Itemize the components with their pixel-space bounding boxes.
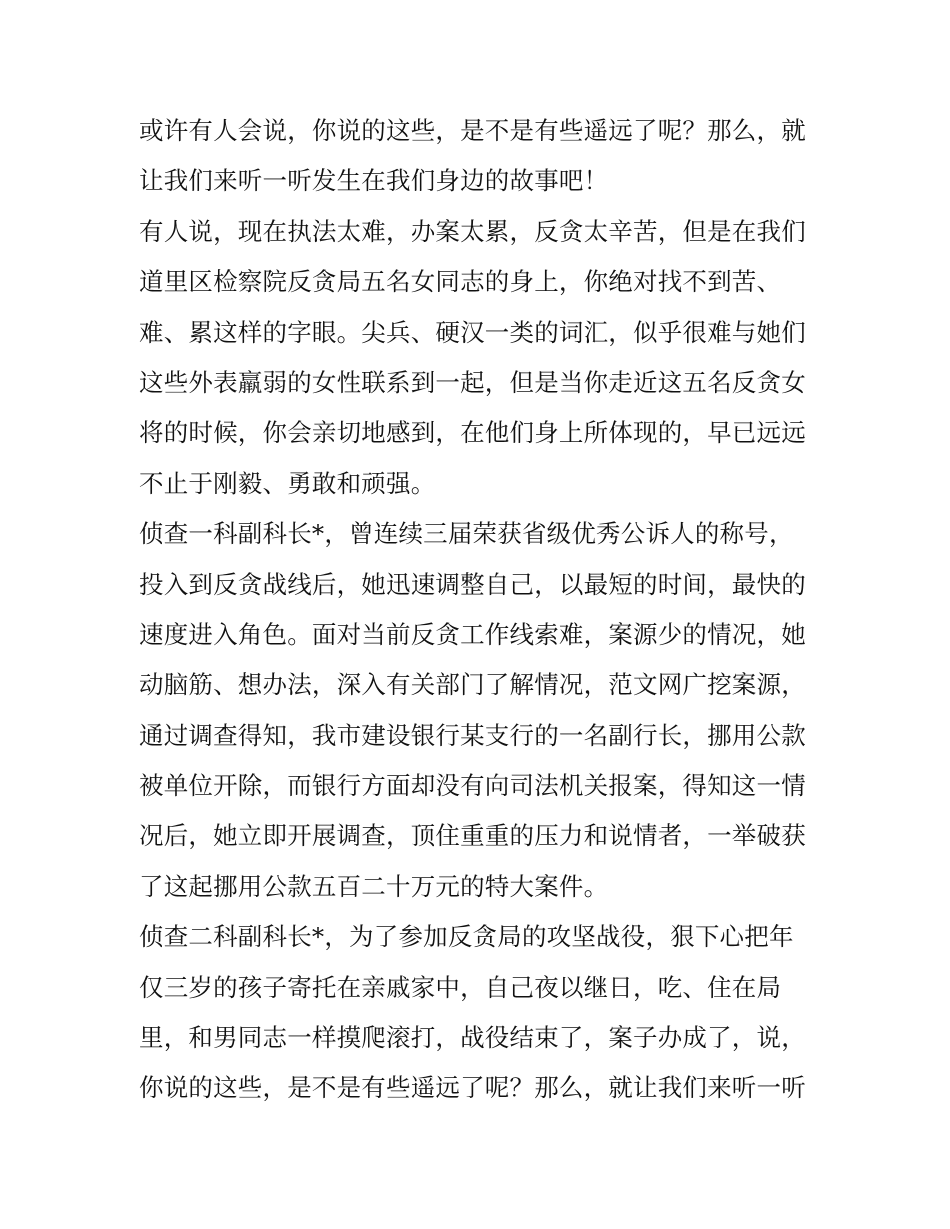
text-line: 侦查二科副科长*，为了参加反贪局的攻坚战役，狠下心把年: [139, 922, 794, 952]
text-line: 将的时候，你会亲切地感到，在他们身上所体现的，早已远远: [139, 418, 806, 448]
text-line: 不止于刚毅、勇敢和顽强。: [139, 468, 436, 498]
text-line: 有人说，现在执法太难，办案太累，反贪太辛苦，但是在我们: [139, 216, 806, 246]
text-line: 或许有人会说，你说的这些，是不是有些遥远了呢？那么，就: [139, 116, 806, 145]
text-line: 仅三岁的孩子寄托在亲戚家中，自己夜以继日，吃、住在局: [139, 972, 782, 1002]
text-line: 速度进入角色。面对当前反贪工作线索难，案源少的情况，她: [139, 619, 806, 649]
text-line: 里，和男同志一样摸爬滚打，战役结束了，案子办成了，说，: [139, 1023, 806, 1053]
text-line: 况后，她立即开展调查，顶住重重的压力和说情者，一举破获: [139, 821, 806, 851]
text-line: 难、累这样的字眼。尖兵、硬汉一类的词汇，似乎很难与她们: [139, 317, 806, 347]
text-line: 被单位开除，而银行方面却没有向司法机关报案，得知这一情: [139, 771, 806, 801]
text-line: 这些外表羸弱的女性联系到一起，但是当你走近这五名反贪女: [139, 367, 806, 397]
text-line: 侦查一科副科长*，曾连续三届荣获省级优秀公诉人的称号，: [139, 519, 794, 549]
text-line: 动脑筋、想办法，深入有关部门了解情况，范文网广挖案源，: [139, 670, 806, 700]
text-line: 了这起挪用公款五百二十万元的特大案件。: [139, 871, 609, 901]
text-line: 投入到反贪战线后，她迅速调整自己，以最短的时间，最快的: [139, 569, 806, 599]
text-line: 通过调查得知，我市建设银行某支行的一名副行长，挪用公款: [139, 720, 806, 750]
document-body: [139, 106, 819, 1114]
text-line: 你说的这些，是不是有些遥远了呢？那么，就让我们来听一听: [139, 1073, 806, 1103]
text-line: 让我们来听一听发生在我们身边的故事吧！: [139, 166, 609, 196]
text-line: 道里区检察院反贪局五名女同志的身上，你绝对找不到苦、: [139, 267, 782, 297]
